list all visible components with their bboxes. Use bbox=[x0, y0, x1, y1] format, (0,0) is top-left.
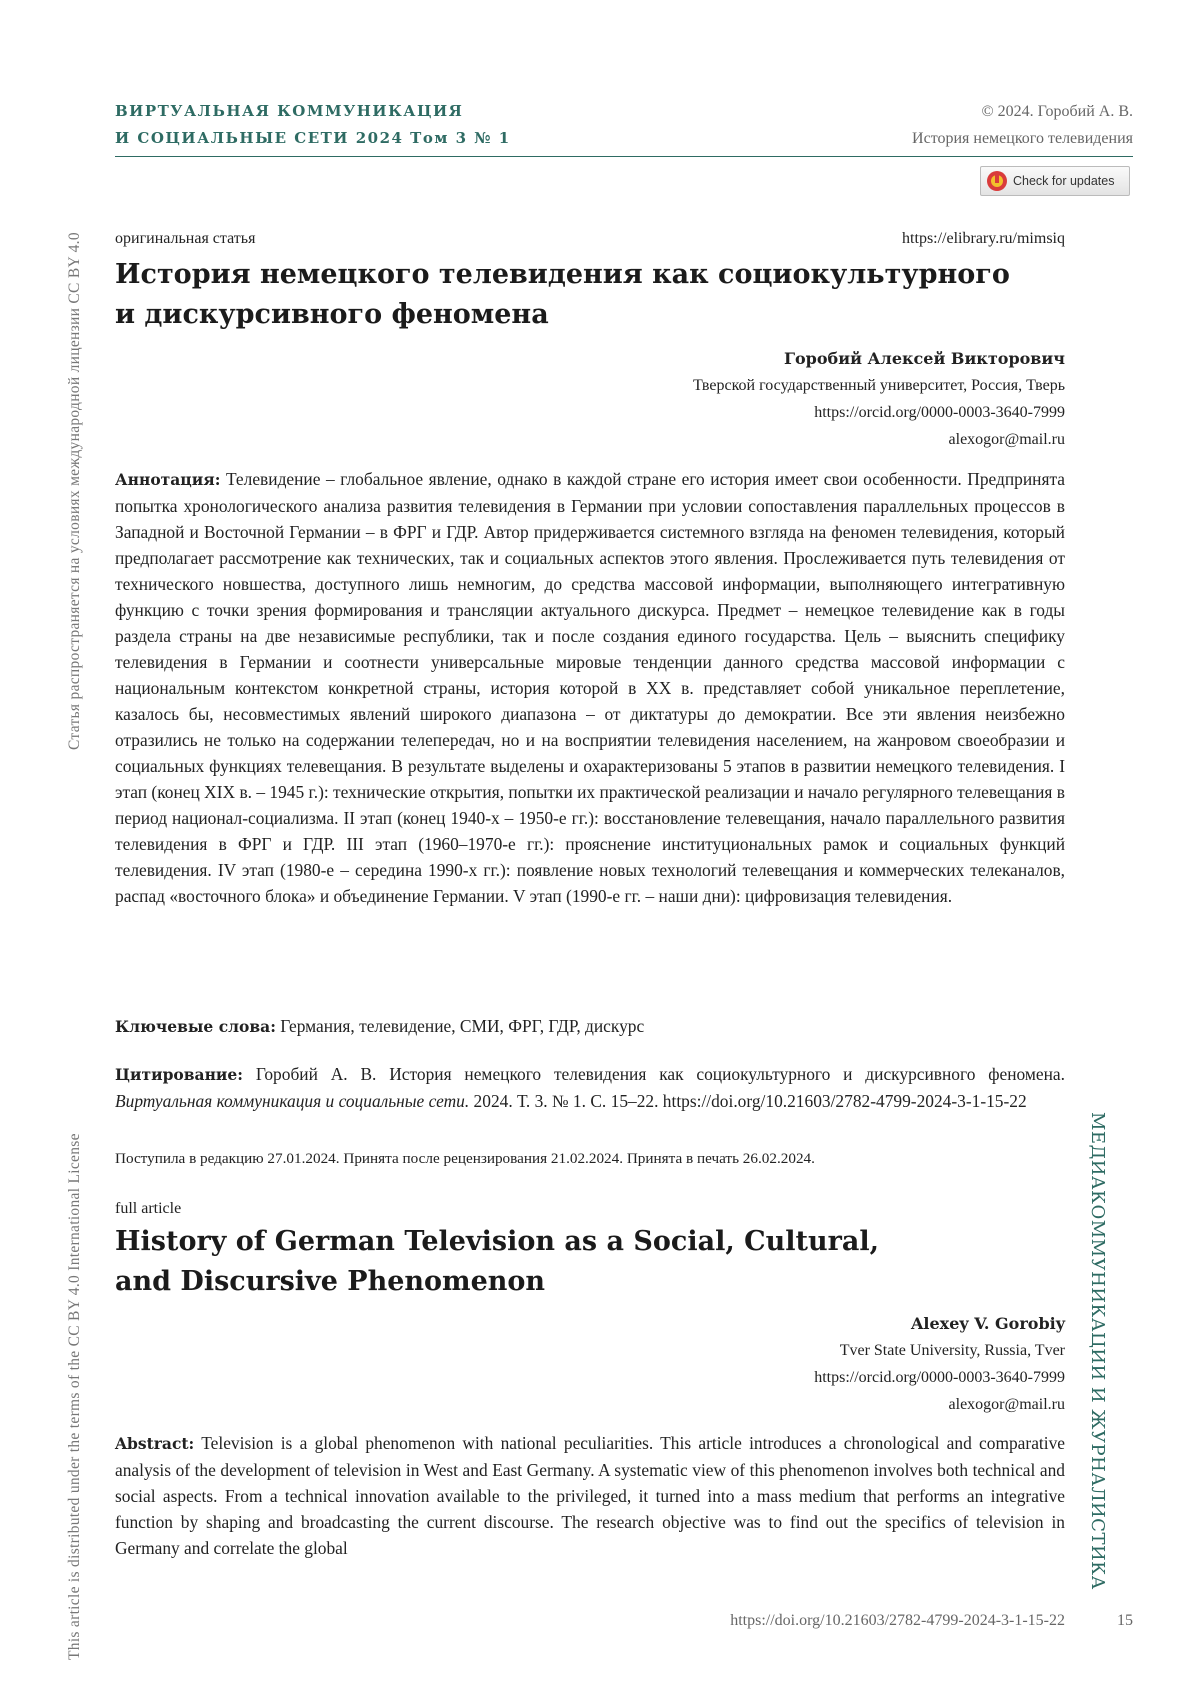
en-orcid-link[interactable]: https://orcid.org/0000-0003-3640-7999 bbox=[814, 1369, 1065, 1386]
ru-article-type: оригинальная статья bbox=[115, 230, 256, 247]
ru-email-link[interactable]: alexogor@mail.ru bbox=[948, 431, 1065, 448]
en-title-line-2: and Discursive Phenomenon bbox=[115, 1266, 546, 1297]
section-label: МЕДИАКОММУНИКАЦИИ И ЖУРНАЛИСТИКА bbox=[1087, 1112, 1108, 1590]
running-title: История немецкого телевидения bbox=[912, 130, 1133, 147]
ru-citation-label: Цитирование: bbox=[115, 1065, 243, 1084]
header-divider bbox=[115, 156, 1133, 157]
ru-keywords-text: Германия, телевидение, СМИ, ФРГ, ГДР, дискурс bbox=[280, 1016, 645, 1036]
ru-affiliation: Тверской государственный университет, Россия, Тверь bbox=[692, 377, 1065, 394]
en-abstract-text: Television is a global phenomenon with national peculiarities. This article introduces a chronological and comparative analysis of the development of television in West and East Germany. A systematic view of this phenomenon involves both technical and social aspects. From a technical innovation available to the privileged, it turned into a mass medium that performs an integrative function by shaping and broadcasting the current discourse. The research objective was to find out the specifics of television in Germany and correlate the global bbox=[115, 1433, 1065, 1558]
ru-title bbox=[115, 255, 1015, 335]
ru-keywords bbox=[115, 1013, 1065, 1040]
ru-abstract bbox=[115, 466, 1065, 909]
ru-dates: Поступила в редакцию 27.01.2024. Принята после рецензирования 21.02.2024. Принята в печать 26.02.2024. bbox=[115, 1150, 815, 1167]
check-updates-button[interactable] bbox=[980, 166, 1130, 196]
en-email-link[interactable]: alexogor@mail.ru bbox=[948, 1396, 1065, 1413]
ru-title-line-2: и дискурсивного феномена bbox=[115, 299, 549, 330]
ru-abstract-label: Аннотация: bbox=[115, 470, 221, 489]
ru-type-line bbox=[115, 230, 1065, 248]
en-title-line-1: History of German Television as a Social, Cultural, bbox=[115, 1226, 879, 1257]
en-abstract bbox=[115, 1430, 1065, 1561]
en-abstract-label: Abstract: bbox=[115, 1434, 195, 1453]
en-author-name: Alexey V. Gorobiy bbox=[910, 1314, 1065, 1333]
en-author-block bbox=[814, 1310, 1065, 1418]
ru-citation-journal: Виртуальная коммуникация и социальные сети. bbox=[115, 1091, 470, 1111]
check-updates-label: Check for updates bbox=[1013, 174, 1115, 188]
ru-citation-details: 2024. Т. 3. № 1. С. 15–22. https://doi.org/10.21603/2782-4799-2024-3-1-15-22 bbox=[469, 1091, 1027, 1111]
ru-author-name: Горобий Алексей Викторович bbox=[783, 349, 1065, 368]
page-number: 15 bbox=[1117, 1612, 1133, 1629]
license-note-en: This article is distributed under the terms of the CC BY 4.0 International License bbox=[66, 1133, 83, 1660]
ru-orcid-link[interactable]: https://orcid.org/0000-0003-3640-7999 bbox=[814, 404, 1065, 421]
crossmark-icon bbox=[987, 171, 1007, 191]
footer-doi-link[interactable]: https://doi.org/10.21603/2782-4799-2024-3-1-15-22 bbox=[730, 1612, 1065, 1629]
en-affiliation: Tver State University, Russia, Tver bbox=[839, 1342, 1065, 1359]
journal-name bbox=[115, 98, 511, 152]
en-title bbox=[115, 1222, 1015, 1302]
ru-abstract-text: Телевидение – глобальное явление, однако в каждой стране его история имеет свои особенности. Предпринята попытка хронологического анализа развития телевидения в Германии при условии сопоставления параллельных процессов в Западной и Восточной Германии – в ФРГ и ГДР. Автор придерживается системного взгляда на феномен телевидения, который предполагает рассмотрение как технических, так и социальных аспектов этого явления. Прослеживается путь телевидения от технического новшества, доступного лишь немногим, до средства массовой информации, выполняющего интегративную функцию с точки зрения формирования и трансляции актуального дискурса. Предмет – немецкое телевидение как в годы раздела страны на две независимые республики, так и после создания единого государства. Цель – выяснить специфику телевидения в Германии и соотнести универсальные мировые тенденции данного средства массовой информации с национальным контекстом конкретной страны, история которой в XX в. представляет собой уникальное переплетение, казалось бы, несовместимых явлений широкого диапазона – от диктатуры до демократии. Все эти явления неизбежно отразились не только на содержании телепередач, но и на восприятии телевидения населением, на жанровом своеобразии и социальных функциях телевещания. В результате выделены и охарактеризованы 5 этапов в развитии немецкого телевидения. I этап (конец XIX в. – 1945 г.): технические открытия, попытки их практической реализации и начало регулярного телевещания в период национал-социализма. II этап (конец 1940-х – 1950-е гг.): восстановление телевещания, начало параллельного развития телевидения в ФРГ и ГДР. III этап (1960–1970-е гг.): прояснение институциональных рамок и социальных функций телевидения. IV этап (1980-е – середина 1990-х гг.): появление новых технологий телевещания и коммерческих телеканалов, распад «восточного блока» и объединение Германии. V этап (1990-е гг. – наши дни): цифровизация телевидения. bbox=[115, 469, 1065, 906]
journal-line-2: И СОЦИАЛЬНЫЕ СЕТИ 2024 Том 3 № 1 bbox=[115, 129, 511, 147]
ru-elibrary-link[interactable]: https://elibrary.ru/mimsiq bbox=[902, 230, 1065, 247]
journal-line-1: ВИРТУАЛЬНАЯ КОММУНИКАЦИЯ bbox=[115, 102, 464, 120]
license-note-ru: Статья распространяется на условиях международной лицензии CC BY 4.0 bbox=[66, 232, 83, 750]
ru-citation-text: Горобий А. В. История немецкого телевидения как социокультурного и дискурсивного феномена. bbox=[255, 1064, 1065, 1084]
ru-title-line-1: История немецкого телевидения как социокультурного bbox=[115, 259, 1010, 290]
en-article-type: full article bbox=[115, 1200, 182, 1217]
ru-author-block bbox=[693, 345, 1065, 453]
ru-keywords-label: Ключевые слова: bbox=[115, 1017, 276, 1036]
ru-citation bbox=[115, 1061, 1065, 1114]
copyright: © 2024. Горобий А. В. bbox=[981, 103, 1133, 120]
header-right bbox=[912, 98, 1133, 152]
